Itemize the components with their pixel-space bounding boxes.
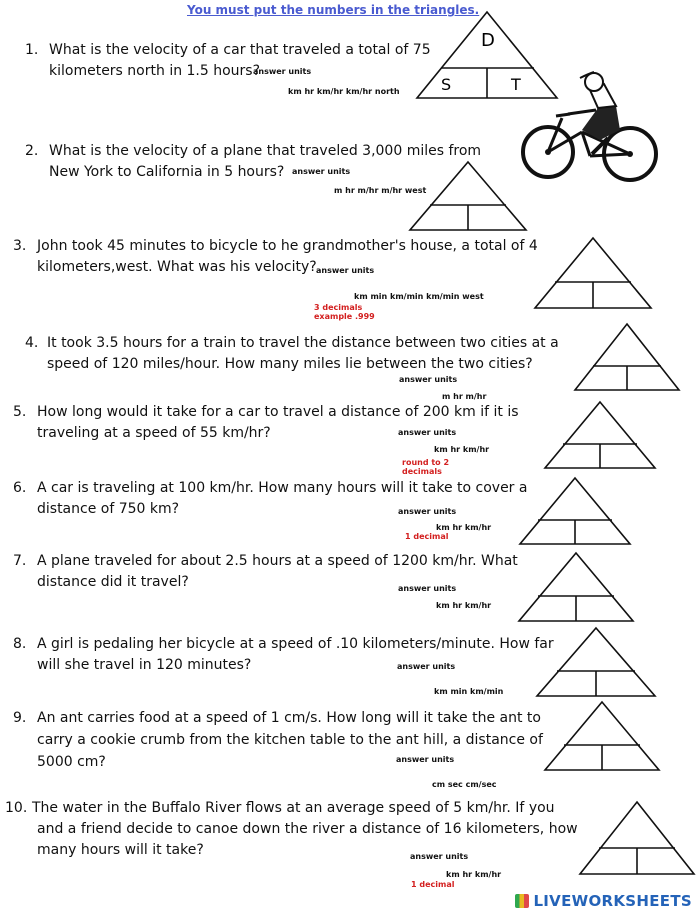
question-text-line: many hours will it take? xyxy=(37,842,204,858)
unit-options: cm sec cm/sec xyxy=(432,780,497,789)
instruction-banner: You must put the numbers in the triangles. xyxy=(187,3,480,17)
question-text-line: An ant carries food at a speed of 1 cm/s. How long will it take the ant to xyxy=(37,710,541,726)
question-text-line: kilometers,west. What was his velocity? xyxy=(37,259,317,275)
dst-triangle[interactable] xyxy=(578,800,696,876)
bicycle-rider-illustration xyxy=(520,70,660,185)
answer-units-label: answer units xyxy=(399,375,458,384)
question-number: 4. xyxy=(25,335,39,351)
answer-units-label: answer units xyxy=(397,662,456,671)
question-text-line: A car is traveling at 100 km/hr. How many hours will it take to cover a xyxy=(37,480,528,496)
unit-options: km hr km/hr km/hr north xyxy=(288,87,400,96)
question-text-line: A girl is pedaling her bicycle at a speed of .10 kilometers/minute. How far xyxy=(37,636,554,652)
question-text-line: and a friend decide to canoe down the river a distance of 16 kilometers, how xyxy=(37,821,578,837)
answer-units-label: answer units xyxy=(410,852,469,861)
question-text-line: distance did it travel? xyxy=(37,574,189,590)
question-text-line: What is the velocity of a plane that traveled 3,000 miles from xyxy=(49,143,482,159)
question-5 xyxy=(13,402,533,446)
question-4 xyxy=(25,333,559,377)
precision-note: 1 decimal xyxy=(411,880,455,889)
dst-triangle[interactable] xyxy=(408,160,528,232)
dst-triangle[interactable] xyxy=(533,236,653,311)
dst-triangle[interactable] xyxy=(543,400,658,470)
question-3 xyxy=(13,236,538,280)
question-text-line: speed of 120 miles/hour. How many miles lie between the two cities? xyxy=(47,356,533,372)
liveworksheets-logo: LIVEWORKSHEETS xyxy=(515,892,692,910)
unit-options: km hr km/hr xyxy=(434,445,490,454)
answer-units-label: answer units xyxy=(316,266,375,275)
question-text-line: It took 3.5 hours for a train to travel the distance between two cities at a xyxy=(47,335,559,351)
unit-options: km min km/min xyxy=(434,687,504,696)
question-number: 9. xyxy=(13,710,27,726)
unit-options: km min km/min km/min west xyxy=(354,292,484,301)
question-text-line: John took 45 minutes to bicycle to he grandmother's house, a total of 4 xyxy=(37,238,538,254)
dst-triangle[interactable] xyxy=(543,700,661,772)
question-1 xyxy=(25,40,445,84)
question-text-line: The water in the Buffalo River flows at an average speed of 5 km/hr. If you xyxy=(32,800,555,816)
triangle-letter-t: T xyxy=(511,75,521,94)
answer-units-label: answer units xyxy=(398,507,457,516)
question-number: 2. xyxy=(25,143,39,159)
triangle-letter-d: D xyxy=(481,30,495,51)
question-number: 6. xyxy=(13,480,27,496)
question-text-line: New York to California in 5 hours? xyxy=(49,164,285,180)
dst-triangle[interactable] xyxy=(517,551,635,623)
liveworksheets-grid-icon xyxy=(515,894,529,908)
question-text-line: How long would it take for a car to travel a distance of 200 km if it is xyxy=(37,404,519,420)
question-10 xyxy=(5,798,578,864)
dst-triangle[interactable] xyxy=(573,322,681,392)
question-text-line: traveling at a speed of 55 km/hr? xyxy=(37,425,271,441)
question-text-line: distance of 750 km? xyxy=(37,501,180,517)
question-number: 5. xyxy=(13,404,27,420)
question-number: 7. xyxy=(13,553,27,569)
dst-triangle[interactable] xyxy=(518,476,633,546)
answer-units-label: answer units xyxy=(253,67,312,76)
unit-options: km hr km/hr xyxy=(436,523,492,532)
question-text-line: kilometers north in 1.5 hours? xyxy=(49,63,261,79)
question-number: 10. xyxy=(5,800,28,816)
precision-note: 1 decimal xyxy=(405,532,449,541)
question-9 xyxy=(13,708,553,774)
question-8 xyxy=(13,634,553,678)
question-text-line: 5000 cm? xyxy=(37,754,106,770)
answer-units-label: answer units xyxy=(398,584,457,593)
question-number: 8. xyxy=(13,636,27,652)
unit-options: m hr m/hr m/hr west xyxy=(334,186,427,195)
triangle-letter-s: S xyxy=(441,75,452,94)
precision-note: round to 2 decimals xyxy=(402,458,450,476)
unit-options: m hr m/hr xyxy=(442,392,487,401)
question-text-line: carry a cookie crumb from the kitchen table to the ant hill, a distance of xyxy=(37,732,543,748)
unit-options: km hr km/hr xyxy=(436,601,492,610)
precision-note: 3 decimals example .999 xyxy=(314,303,375,321)
answer-units-label: answer units xyxy=(292,167,351,176)
answer-units-label: answer units xyxy=(398,428,457,437)
question-text-line: What is the velocity of a car that traveled a total of 75 xyxy=(49,42,431,58)
question-text-line: A plane traveled for about 2.5 hours at a speed of 1200 km/hr. What xyxy=(37,553,518,569)
unit-options: km hr km/hr xyxy=(446,870,502,879)
answer-units-label: answer units xyxy=(396,755,455,764)
question-text-line: will she travel in 120 minutes? xyxy=(37,657,252,673)
question-number: 1. xyxy=(25,42,39,58)
dst-triangle[interactable] xyxy=(535,626,657,698)
question-number: 3. xyxy=(13,238,27,254)
